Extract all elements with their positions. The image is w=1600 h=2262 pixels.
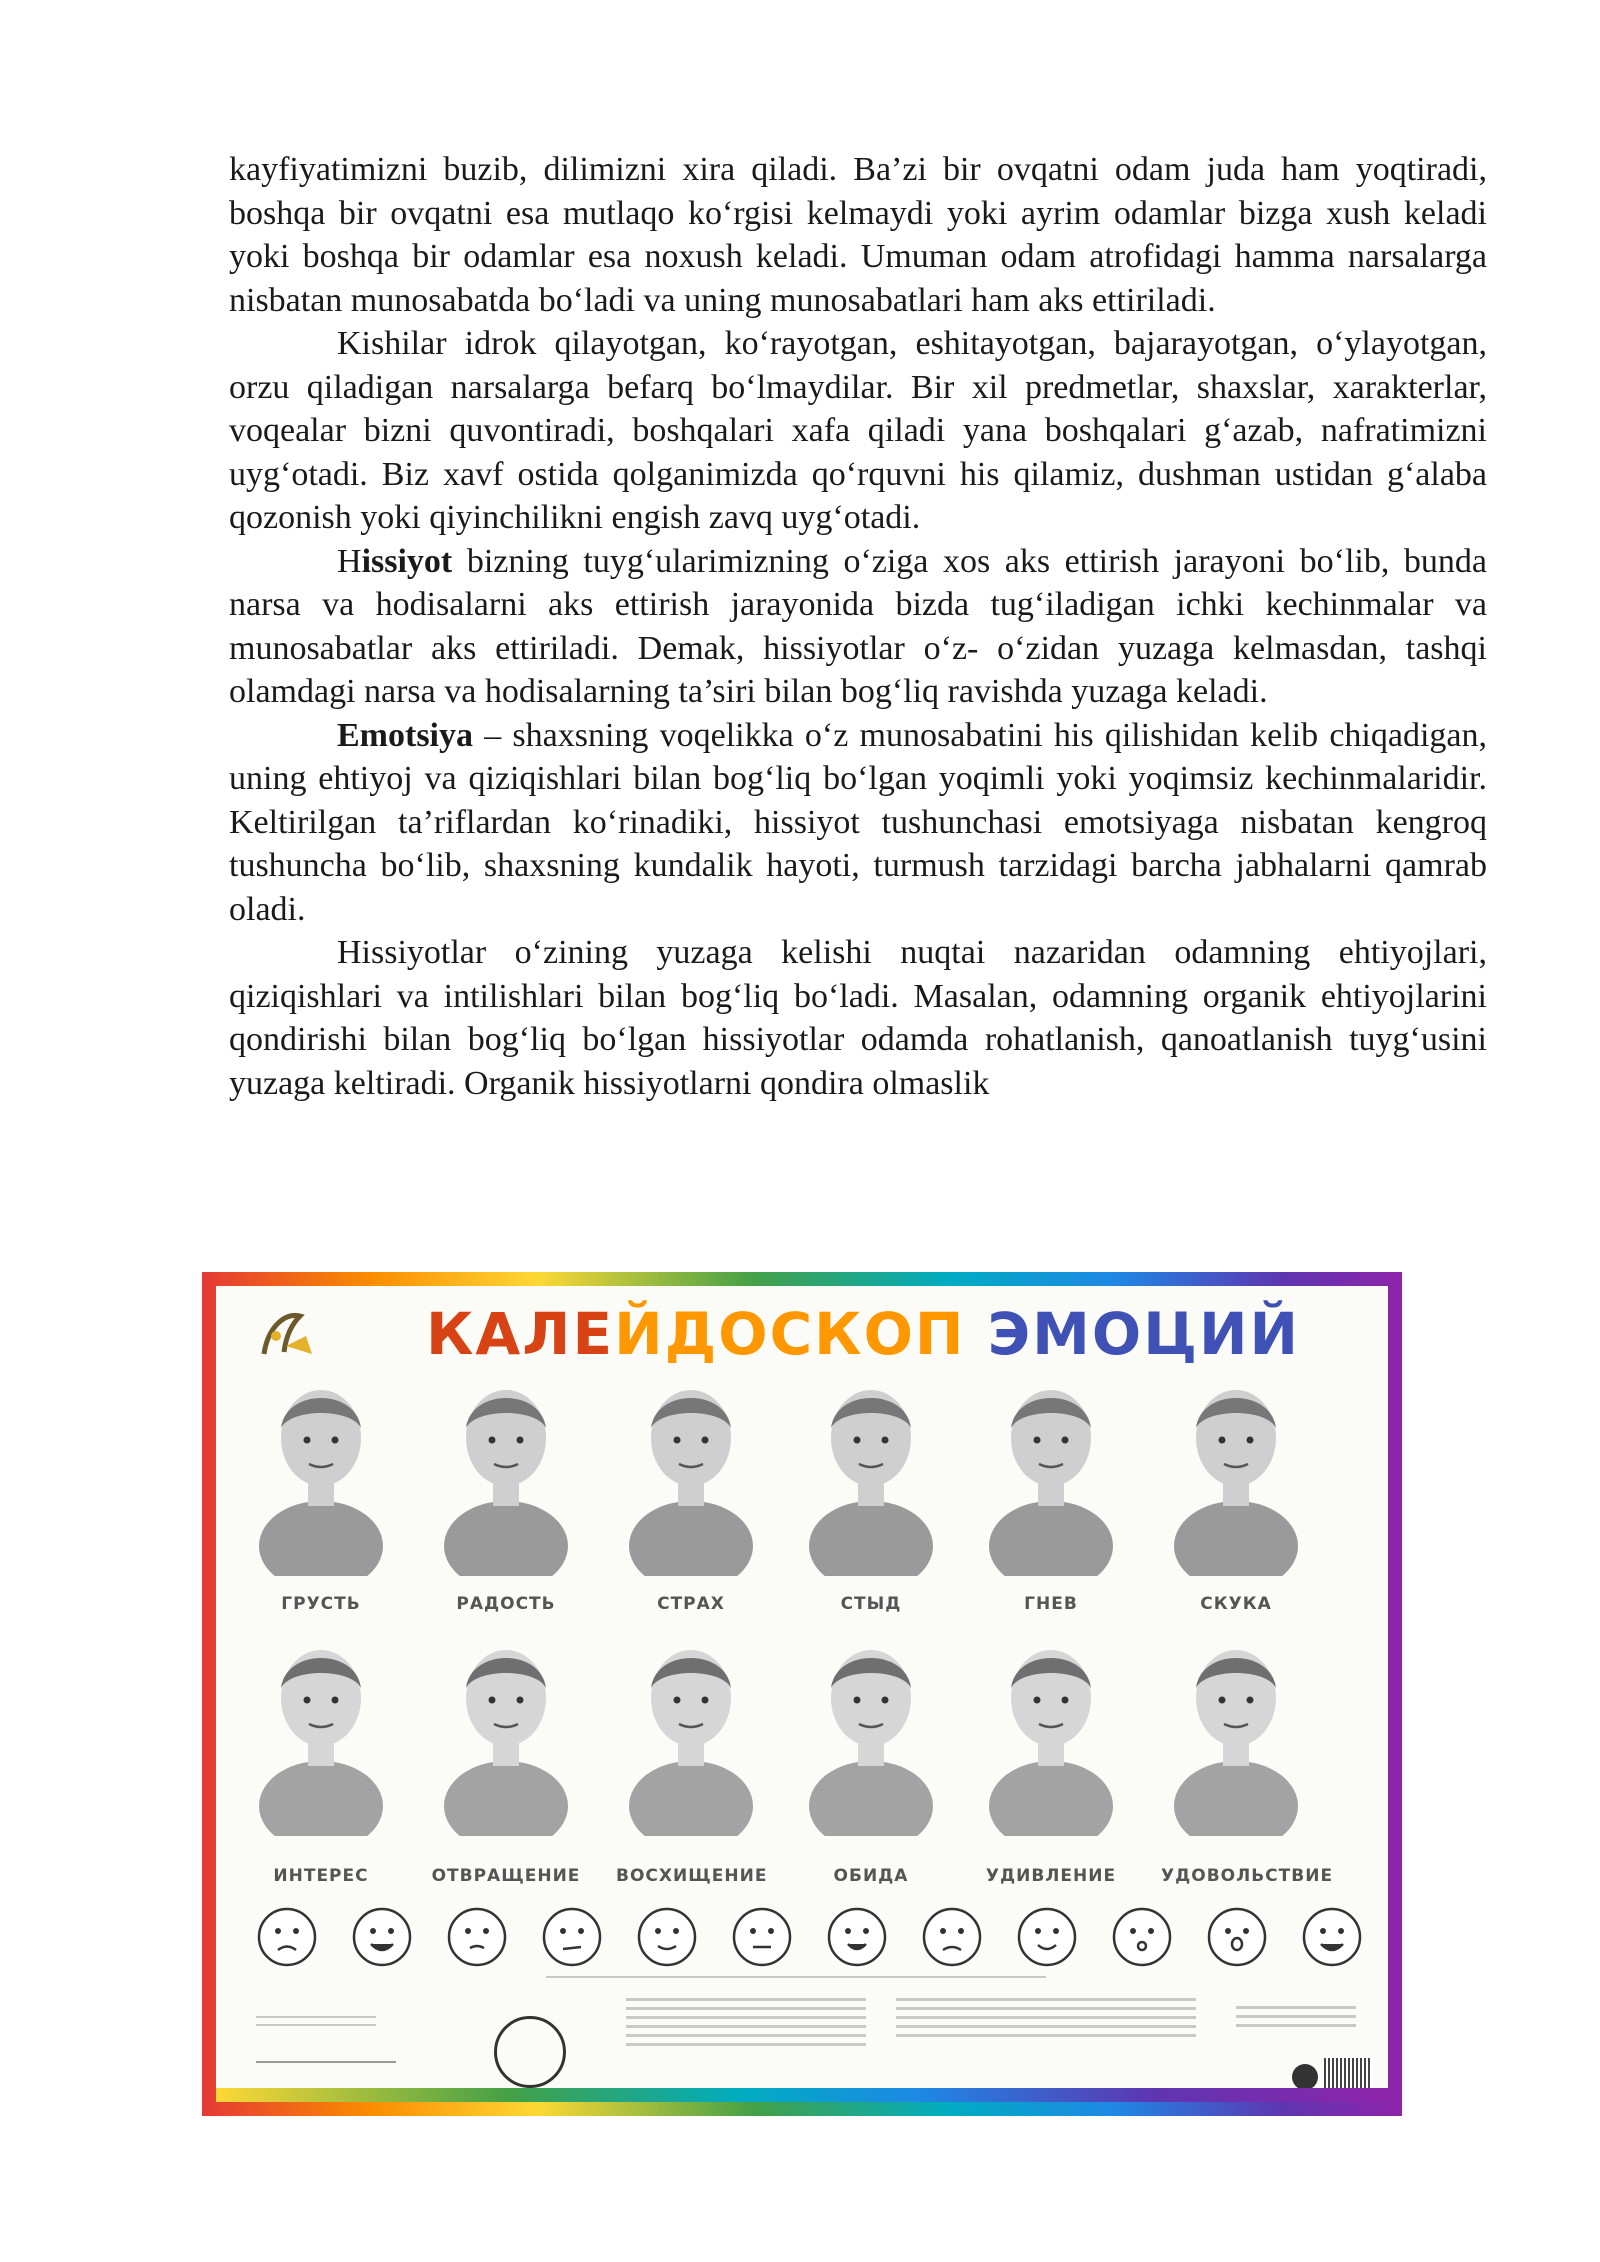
child-photo (431, 1626, 581, 1836)
barcode-icon (1324, 2058, 1372, 2090)
paragraph-2: Kishilar idrok qilayotgan, ko‘rayotgan, eshitayotgan, bajarayotgan, o‘ylayotgan, orzu qiladigan narsalarga befarq bo‘lmaydilar. Bir xil predmetlar, shaxslar, xarakterlar, voqealar bizni quvontiradi, boshqalari xafa qiladi yana boshqalari g‘azab, nafratimizni uyg‘otadi. Biz xavf ostida qolganimizda qo‘rquvni his qilamiz, dushman ustidan g‘alaba qozonish yoki qiyinchilikni engish zavq uyg‘otadi. (229, 325, 1487, 536)
term-hissiyot: issiyot (361, 542, 453, 580)
child-photo (616, 1626, 766, 1836)
emotion-face-icon (1301, 1906, 1363, 1968)
poster-title-part-3: ЭМОЦИЙ (965, 1300, 1301, 1368)
fine-print-block-3 (1236, 2006, 1356, 2033)
emotion-photo-cell (246, 1626, 396, 1840)
signature-line (256, 2061, 396, 2063)
emotion-face-icon (1206, 1906, 1268, 1968)
emotion-caption: УДИВЛЕНИЕ (985, 1866, 1117, 1886)
child-photo (431, 1366, 581, 1576)
paragraph-1: kayfiyatimizni buzib, dilimizni xira qiladi. Ba’zi bir ovqatni odam juda ham yoqtiradi, boshqa bir ovqatni esa mutlaqo ko‘rgisi kelmaydi yoki ayrim odamlar bizga xush keladi yoki boshqa bir odamlar esa noxush keladi. Umuman odam atrofidagi hamma narsalarga nisbatan munosabatda bo‘ladi va uning munosabatlari ham aks ettiriladi. (229, 151, 1487, 319)
emotion-photo-cell (1161, 1366, 1311, 1580)
child-photo (1161, 1626, 1311, 1836)
paragraph-3 (229, 540, 1487, 714)
emotion-caption: ИНТЕРЕС (273, 1866, 369, 1886)
fine-print-block-1 (626, 1998, 866, 2052)
stamp-circle (494, 2016, 566, 2088)
fine-print-caption (546, 1976, 1046, 1984)
emotion-photo-cell (616, 1626, 766, 1840)
emotion-caption: ВОСХИЩЕНИЕ (616, 1866, 768, 1886)
emotion-face-icon (731, 1906, 793, 1968)
emotion-caption: СКУКА (1200, 1594, 1272, 1614)
child-photo (246, 1626, 396, 1836)
emotion-photo-cell (616, 1366, 766, 1580)
child-photo (976, 1626, 1126, 1836)
emotion-photo-cell (1161, 1626, 1311, 1840)
publisher-mark-icon (1292, 2064, 1318, 2090)
emotion-photo-cell (796, 1626, 946, 1840)
child-photo (796, 1366, 946, 1576)
emotion-face-icon (921, 1906, 983, 1968)
emotion-photo-cell (246, 1366, 396, 1580)
emotion-face-icon (256, 1906, 318, 1968)
emotion-photo-cell (976, 1626, 1126, 1840)
emotion-face-icon (636, 1906, 698, 1968)
emotion-photo-cell (796, 1366, 946, 1580)
poster-title-part-2: ЙДОСКОП (614, 1300, 966, 1368)
paragraph-4-text: – shaxsning voqelikka o‘z munosabatini his qilishidan kelib chiqadigan, uning ehtiyoj va qiziqishlari bilan bog‘liq bo‘lgan yoqimli yoki yoqimsiz kechinmalaridir. Keltirilgan ta’riflardan ko‘rinadiki, hissiyot tushunchasi emotsiyaga nisbatan kengroq tushuncha bo‘lib, shaxsning kundalik hayoti, turmush tarzidagi barcha jabhalarni qamrab oladi. (229, 716, 1487, 928)
emotions-poster (202, 1272, 1402, 2116)
paragraph-3-text: bizning tuyg‘ularimizning o‘ziga xos aks ettirish jarayoni bo‘lib, bunda narsa va hodisalarni aks ettirish jarayonida bizda tug‘iladigan ichki kechinmalar va munosabatlar aks ettiriladi. Demak, hissiyotlar o‘z- o‘zidan yuzaga kelmasdan, tashqi olamdagi narsa va hodisalarning ta’siri bilan bog‘liq ravishda yuzaga keladi. (229, 542, 1487, 710)
emotion-caption: ГНЕВ (1024, 1594, 1078, 1614)
emotion-faces-row (256, 1906, 1376, 1976)
emotion-caption: УДОВОЛЬСТВИЕ (1161, 1866, 1334, 1886)
emotion-photo-cell (431, 1366, 581, 1580)
child-photo (246, 1366, 396, 1576)
emotion-caption: ГРУСТЬ (281, 1594, 361, 1614)
emotion-face-icon (351, 1906, 413, 1968)
emotion-caption: ОТВРАЩЕНИЕ (431, 1866, 581, 1886)
fine-print-left (256, 2016, 376, 2032)
emotion-face-icon (826, 1906, 888, 1968)
emotion-face-icon (446, 1906, 508, 1968)
emotion-photo-cell (976, 1366, 1126, 1580)
poster-canvas (216, 1286, 1388, 2102)
fine-print-block-2 (896, 1998, 1196, 2043)
emotion-face-icon (541, 1906, 603, 1968)
emotion-photo-cell (431, 1626, 581, 1840)
emotion-caption: СТЫД (840, 1594, 902, 1614)
child-photo (616, 1366, 766, 1576)
term-emotsiya: Emotsiya (337, 716, 473, 754)
rainbow-strip (216, 2088, 1388, 2102)
emotion-face-icon (1016, 1906, 1078, 1968)
term-hissiyot-prefix: H (337, 542, 362, 580)
emotion-face-icon (1111, 1906, 1173, 1968)
child-photo (976, 1366, 1126, 1576)
paragraph-4 (229, 714, 1487, 932)
emotion-caption: ОБИДА (833, 1866, 909, 1886)
paragraph-5: Hissiyotlar o‘zining yuzaga kelishi nuqtai nazaridan odamning ehtiyojlari, qiziqishlari va intilishlari bilan bog‘liq bo‘ladi. Masalan, odamning organik ehtiyojlarini qondirishi bilan bog‘liq bo‘lgan hissiyotlar odamda rohatlanish, qanoatlanish tuyg‘usini yuzaga keltiradi. Organik hissiyotlarni qondira olmaslik (229, 934, 1487, 1102)
emotion-caption: РАДОСТЬ (456, 1594, 556, 1614)
emotion-caption: СТРАХ (657, 1594, 725, 1614)
child-photo (1161, 1366, 1311, 1576)
child-photo (796, 1626, 946, 1836)
body-text (229, 148, 1487, 1105)
poster-title-part-1: КАЛЕ (426, 1300, 615, 1368)
